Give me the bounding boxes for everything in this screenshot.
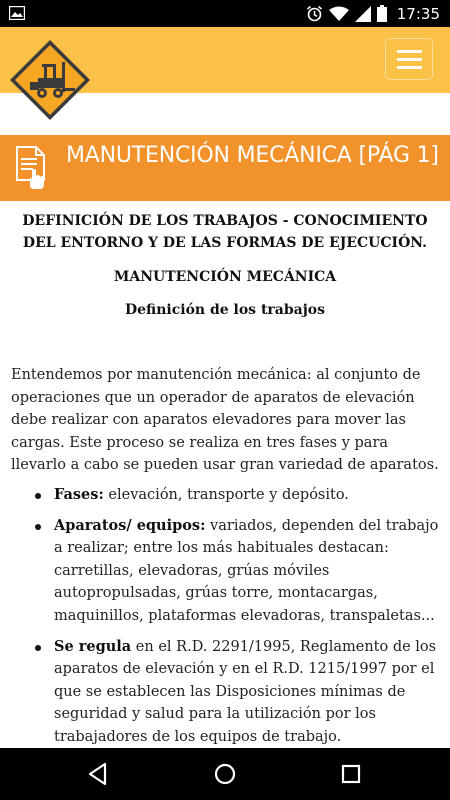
back-icon[interactable] bbox=[84, 760, 112, 788]
list-item bbox=[11, 636, 445, 748]
hamburger-menu-button[interactable] bbox=[385, 38, 433, 80]
hamburger-menu-icon bbox=[397, 50, 422, 53]
hamburger-line bbox=[397, 58, 422, 61]
recents-icon[interactable] bbox=[337, 760, 365, 788]
bullet-term: Se regula bbox=[54, 637, 132, 655]
bullet-term: Fases: bbox=[54, 486, 104, 503]
subsection-heading: Definición de los trabajos bbox=[125, 302, 325, 318]
bullet-dot bbox=[35, 645, 41, 651]
list-item bbox=[11, 484, 445, 507]
list-item bbox=[11, 515, 445, 628]
document-touch-icon bbox=[16, 146, 46, 190]
bullet-text: en el R.D. 2291/1995, Reglamento de los aparatos de elevación y en el R.D. 1215/1997 por el que se establecen las Disposiciones mínimas de seguridad y salud para la utilización por los trabajadores de los equipos de trabajo. bbox=[54, 638, 437, 745]
forklift-logo[interactable] bbox=[8, 38, 92, 122]
main-content[interactable] bbox=[0, 201, 450, 748]
bullet-list bbox=[11, 484, 445, 748]
hamburger-line bbox=[397, 66, 422, 69]
bullet-dot bbox=[35, 493, 41, 499]
status-time: 17:35 bbox=[396, 4, 440, 23]
battery-icon bbox=[377, 5, 387, 22]
page-title-bar bbox=[0, 135, 450, 201]
bullet-text: elevación, transporte y depósito. bbox=[103, 487, 349, 503]
section-heading: MANUTENCIÓN MECÁNICA bbox=[113, 269, 337, 285]
status-bar bbox=[0, 0, 450, 27]
system-nav-bar bbox=[0, 748, 450, 800]
page-title: MANUTENCIÓN MECÁNICA [PÁG 1] bbox=[66, 143, 439, 168]
image-notification-icon bbox=[9, 6, 25, 20]
app-header bbox=[0, 27, 450, 119]
bullet-text: variados, dependen del trabajo a realizar; entre los más habituales destacan: carretillas, elevadoras, grúas móviles autopropulsadas, grúas torre, montacargas, maquinillos, plataformas elevadoras, transpaletas... bbox=[54, 517, 439, 624]
content-main-heading: DEFINICIÓN DE LOS TRABAJOS - CONOCIMIENTO DEL ENTORNO Y DE LAS FORMAS DE EJECUCIÓN. bbox=[22, 213, 428, 251]
alarm-icon bbox=[306, 5, 323, 22]
intro-paragraph: Entendemos por manutención mecánica: al conjunto de operaciones que un operador de aparatos de elevación debe realizar con aparatos elevadores para mover las cargas. Este proceso se realiza en tres fases y para llevarlo a cabo se pueden usar gran variedad de aparatos. bbox=[11, 367, 439, 474]
bullet-term: Aparatos/ equipos: bbox=[54, 516, 206, 534]
signal-icon bbox=[355, 6, 371, 22]
home-icon[interactable] bbox=[211, 760, 239, 788]
bullet-dot bbox=[35, 524, 41, 530]
wifi-icon bbox=[329, 6, 349, 22]
